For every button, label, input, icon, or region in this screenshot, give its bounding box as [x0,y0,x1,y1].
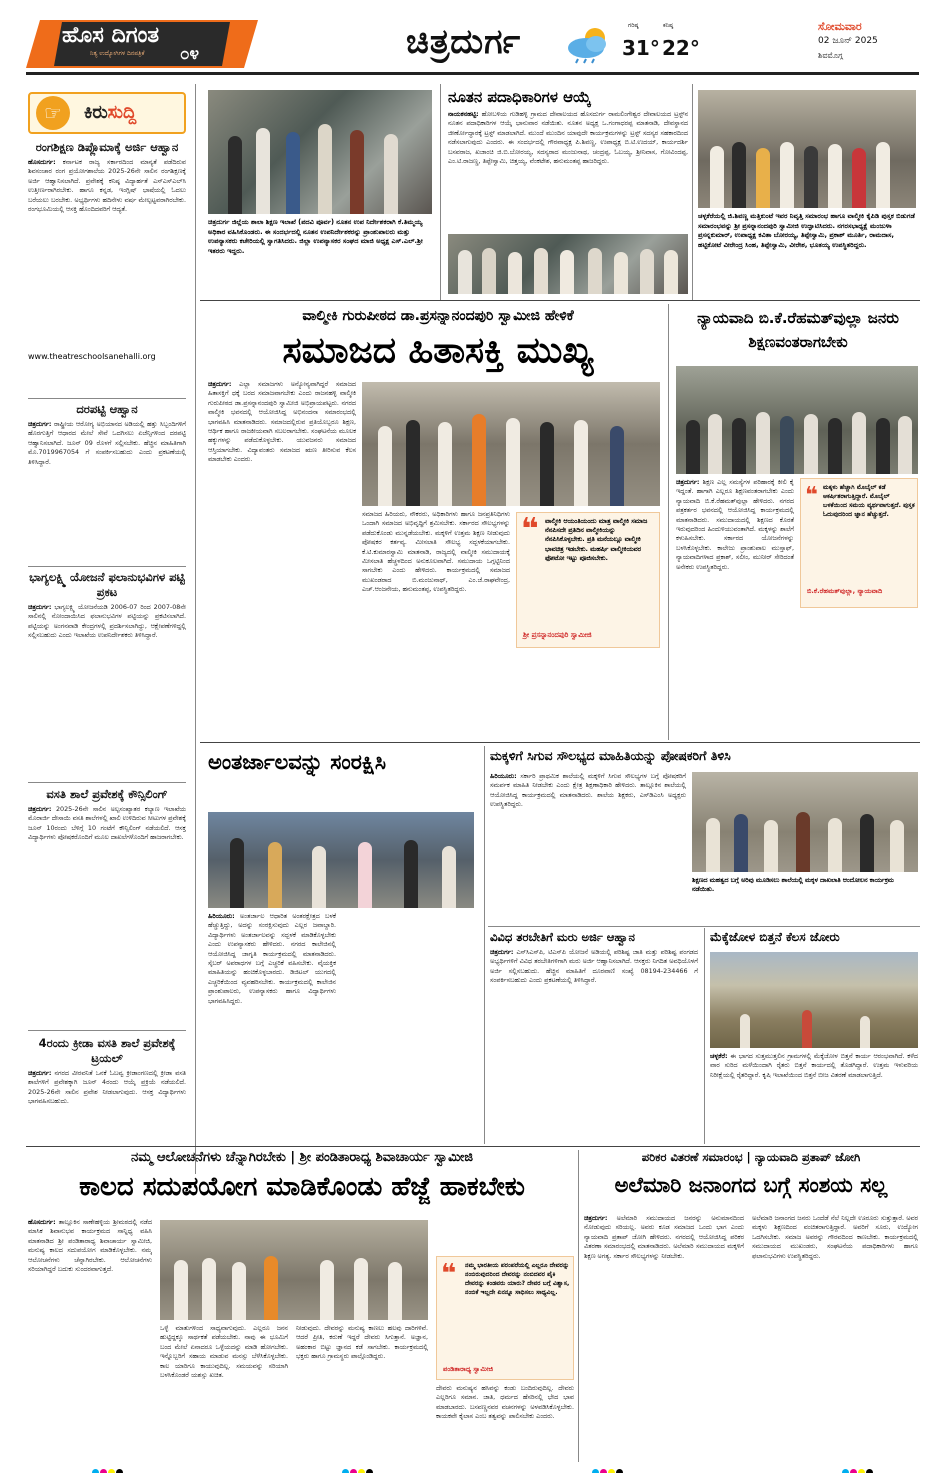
brief-title: ವಸತಿ ಶಾಲೆ ಪ್ರವೇಶಕ್ಕೆ ಕೌನ್ಸಿಲಿಂಗ್ [46,787,168,801]
quote-text: ನಮ್ಮ ಭಾರತೀಯ ಪರಂಪರೆಯಲ್ಲಿ ಎಲ್ಲರೂ ದೇವರನ್ನು ನಂಬಿರುವುದರಿಂದ ದೇವರನ್ನು ನಂಬಿದವರ ಪೈಕಿ ದೇವರನ್ನು ಕಂಡವರು ಯಾರು? ದೇವರ ಬಗ್ಗೆ ವಿಶ್ವಾಸ, ನಂಬಿಕೆ ಇಲ್ಲದೇ ಏನನ್ನೂ ಸಾಧಿಸಲು ಸಾಧ್ಯವಿಲ್ಲ. [465,1262,570,1296]
photo-caption: ಶಿಕ್ಷಣದ ಮಹತ್ವದ ಬಗ್ಗೆ ಅರಿವು ಮೂಡಿಸಲು ಶಾಲೆಯಲ್ಲಿ ಮಕ್ಕಳ ದಾಖಲಾತಿ ಆಂದೋಲನ ಕಾರ್ಯಕ್ರಮ ನಡೆಯಿತು. [692,877,894,893]
article-body-continued [344,912,476,1142]
brief-title: ರಂಗಶಿಕ್ಷಣ ಡಿಪ್ಲೊಮಾಕ್ಕೆ ಅರ್ಜಿ ಆಹ್ವಾನ [35,140,179,154]
dateline: ಚಿತ್ರದುರ್ಗ: [584,1214,608,1222]
registration-marks [842,1461,874,1469]
edition-name: ಶಿವಮೊಗ್ಗ [818,51,843,60]
headline: ವಿವಿಧ ತರಬೇತಿಗೆ ಮರು ಅರ್ಜಿ ಆಹ್ವಾನ [490,930,635,944]
headline: ಕಾಲದ ಸದುಪಯೋಗ ಮಾಡಿಕೊಂಡು ಹೆಜ್ಜೆ ಹಾಕಬೇಕು [79,1172,525,1202]
quote-icon: ❝ [805,483,818,508]
quote-text: ಮಕ್ಕಳು ಹೆಚ್ಚಾಗಿ ಮೊಬೈಲ್ ಕಡೆ ಆಕರ್ಷಿತರಾಗುತ್ತಿದ್ದಾರೆ. ಮೊಬೈಲ್ ಬಳಕೆಯಿಂದ ಸಮಯ ವ್ಯರ್ಥವಾಗುತ್ತದೆ. ಪುಸ್ತಕ ಓದುವುದರಿಂದ ಜ್ಞಾನ ಹೆಚ್ಚುತ್ತದೆ. [823,484,915,518]
dateline: ಚಿತ್ರದುರ್ಗ: [28,1069,52,1077]
masthead-rule [26,72,919,75]
maize-sowing-photo [710,952,918,1048]
headline: ಮೆಕ್ಕೆಜೋಳ ಬಿತ್ತನೆ ಕೆಲಸ ಜೋರು [710,930,840,944]
temp-max-label: ಗರಿಷ್ಠ [628,22,639,29]
photo-caption: ಚಳ್ಳಕೆರೆಯಲ್ಲಿ ಜಿ.ಶಿವಣ್ಣ ಮತ್ತಿಕುಂಟೆ ಇವರ ನಿವೃತ್ತಿ ಸಮಾರಂಭ ಹಾಗೂ ವಾಲ್ಮೀಕಿ ಕೈಪಿಡಿ ಪುಸ್ತಕ ಬಿಡುಗಡೆ ಸಮಾರಂಭವನ್ನು ಶ್ರೀ ಪ್ರಸನ್ನಾನಂದಪುರಿ ಸ್ವಾಮೀಜಿ ಉದ್ಘಾಟಿಸಿದರು. ನಗರಸಭಾಧ್ಯಕ್ಷೆ ಮಂಜುಳಾ ಪ್ರಸನ್ನಕುಮಾರ್, ಉಪಾಧ್ಯಕ್ಷ ಕವಿತಾ ಬೋರಯ್ಯ, ತಿಪ್ಪೇಸ್ವಾಮಿ, ಪ್ರಕಾಶ್ ಮೂರ್ತಿ, ರಾಮದಾಸ, ಹಟ್ಟಿಕೋಟೆ ವೀರೇಂದ್ರ ಸಿಂಹ, ತಿಪ್ಪೇಸ್ವಾಮಿ, ವೀರೇಶ, ಭೂತಯ್ಯ ಉಪಸ್ಥಿತರಿದ್ದರು. [698,212,915,249]
newspaper-tagline: ನಿತ್ಯ ಉದ್ಯೋಗಿಗಳ ದಿನಪತ್ರಿಕೆ [90,50,145,57]
dateline: ಚಿತ್ರದುರ್ಗ: [28,805,52,813]
quote-author: ಪಂಡಿತಾರಾಧ್ಯ ಸ್ವಾಮೀಜಿ [443,1365,494,1373]
dateline: ಹೊಸದುರ್ಗ: [28,158,56,166]
dateline: ಚಳ್ಳಕೆರೆ: [710,1052,728,1060]
brief-body: ಭಾಗ್ಯಲಕ್ಷ್ಮಿ ಯೋಜನೆಯಡಿ 2006-07 ರಿಂದ 2007-08ನೇ ಸಾಲಿನಲ್ಲಿ ನೋಂದಾಯಿಸಿದ ಫಲಾನುಭವಿಗಳ ಪಟ್ಟಿಯನ್ನು ಪ್ರಕಟಿಸಲಾಗಿದೆ. ಪಟ್ಟಿಯನ್ನು ಅಂಗನವಾಡಿ ಕೇಂದ್ರಗಳಲ್ಲಿ ಪ್ರದರ್ಶಿಸಲಾಗಿದ್ದು, ಆಕ್ಷೇಪಣೆಗಳಿದ್ದಲ್ಲಿ ಸಲ್ಲಿಸಬಹುದು ಎಂದು ಇಲಾಖೆಯ ಉಪನಿರ್ದೇಶಕರು ತಿಳಿಸಿದ್ದಾರೆ. [28,603,186,640]
newspaper-logo: ಹೊಸ ದಿಗಂತ [62,23,160,48]
dateline: ಚಿತ್ರದುರ್ಗ: [208,380,232,388]
article-body: ತಾಲ್ಲೂಕಿನ ಸಾಣೇಹಳ್ಳಿಯ ಶ್ರೀಮಠದಲ್ಲಿ ನಡೆದ ಮಾಸಿಕ ಶಿವಾನುಭವ ಕಾರ್ಯಕ್ರಮದ ಸಾನ್ನಿಧ್ಯ ವಹಿಸಿ ಮಾತನಾಡಿದ ಶ್ರೀ ಪಂಡಿತಾರಾಧ್ಯ ಶಿವಾಚಾರ್ಯ ಸ್ವಾಮೀಜಿ, ಮನುಷ್ಯ ಕಾಲದ ಸದುಪಯೋಗ ಮಾಡಿಕೊಳ್ಳಬೇಕು. ನಮ್ಮ ಆಲೋಚನೆಗಳು ಚೆನ್ನಾಗಿರಬೇಕು. ಆಲೋಚನೆಗಳು ಸರಿಯಾಗಿದ್ದರೆ ಬದುಕು ಸುಂದರವಾಗುತ್ತದೆ. [28,1218,152,1274]
swamiji-sanehalli-photo [160,1220,428,1320]
divider [28,1030,186,1031]
swamiji-felicitation-photo [362,382,660,506]
brief-item [28,787,186,1005]
page-number: ೦೪ [180,44,200,64]
quote-icon: ❝ [521,512,539,547]
temp-max: 31° [622,36,660,60]
article-body: ಎಸ್‌ಸಿಎಸ್‌ಪಿ, ಟಿಎಸ್‌ಪಿ ಯೋಜನೆ ಅಡಿಯಲ್ಲಿ ಪರಿಶಿಷ್ಟ ಜಾತಿ ಮತ್ತು ಪರಿಶಿಷ್ಟ ಪಂಗಡದ ಅಭ್ಯರ್ಥಿಗಳಿಗೆ ವಿವಿಧ ತರಬೇತಿಗಳಿಗಾಗಿ ಮರು ಅರ್ಜಿ ಆಹ್ವಾನಿಸಲಾಗಿದೆ. ಆಸಕ್ತರು ನಿಗದಿತ ಅವಧಿಯೊಳಗೆ ಅರ್ಜಿ ಸಲ್ಲಿಸಬಹುದು. ಹೆಚ್ಚಿನ ಮಾಹಿತಿಗೆ ದೂರವಾಣಿ ಸಂಖ್ಯೆ 08194-234466 ಗೆ ಸಂಪರ್ಕಿಸಬಹುದು ಎಂದು ಪ್ರಕಟಣೆಯಲ್ಲಿ ತಿಳಿಸಿದ್ದಾರೆ. [490,948,698,985]
school-enrolment-photo [692,772,918,872]
brief-body: 2025-26ನೇ ಸಾಲಿನ ಅಲ್ಪಸಂಖ್ಯಾತರ ಕಲ್ಯಾಣ ಇಲಾಖೆಯ ಮೊರಾರ್ಜಿ ದೇಸಾಯಿ ವಸತಿ ಶಾಲೆಗಳಲ್ಲಿ ಖಾಲಿ ಉಳಿದಿರುವ ಸೀಟುಗಳ ಪ್ರವೇಶಕ್ಕೆ ಜೂನ್ 10ರಂದು ಬೆಳಿಗ್ಗೆ 10 ಗಂಟೆಗೆ ಕೌನ್ಸಿಲಿಂಗ್ ನಡೆಯಲಿದೆ. ಆಸಕ್ತ ವಿದ್ಯಾರ್ಥಿಗಳು ಪೋಷಕರೊಂದಿಗೆ ಮೂಲ ದಾಖಲೆಗಳೊಂದಿಗೆ ಹಾಜರಾಗಬೇಕು. [28,805,186,842]
pull-quote [516,512,660,648]
article-body: ದೇವರು ಮನುಷ್ಯನ ಹಸಿವನ್ನು ಕಂಡು ಬಂದಿರುವುದಿಲ್ಲ. ದೇವರು ಎಲ್ಲರಿಗೂ ಸಮಾನ. ಜಾತಿ, ಧರ್ಮದ ಹೆಸರಿನಲ್ಲಿ ಭೇದ ಭಾವ ಮಾಡಬಾರದು. ಬಸವಣ್ಣನವರ ವಚನಗಳನ್ನು ಅಳವಡಿಸಿಕೊಳ್ಳಬೇಕು. ಕಾಯಕವೇ ಕೈಲಾಸ ಎಂಬ ತತ್ವವನ್ನು ಪಾಲಿಸಬೇಕು ಎಂದರು. [436,1384,574,1421]
pull-quote [800,478,918,608]
article-body: ಈ ಭಾಗದ ಸುತ್ತಮುತ್ತಲಿನ ಗ್ರಾಮಗಳಲ್ಲಿ ಮೆಕ್ಕೆಜೋಳ ಬಿತ್ತನೆ ಕಾರ್ಯ ಆರಂಭವಾಗಿದೆ. ಕಳೆದ ವಾರ ಸುರಿದ ಮಳೆಯಿಂದಾಗಿ ರೈತರು ಬಿತ್ತನೆ ಕಾರ್ಯದಲ್ಲಿ ತೊಡಗಿದ್ದಾರೆ. ಉತ್ತಮ ಇಳುವರಿಯ ನಿರೀಕ್ಷೆಯಲ್ಲಿ ರೈತರಿದ್ದಾರೆ. ಕೃಷಿ ಇಲಾಖೆಯಿಂದ ಬಿತ್ತನೆ ಬೀಜ ವಿತರಣೆ ಮಾಡಲಾಗುತ್ತಿದೆ. [710,1052,918,1079]
brief-body: ನಗರದ ವೀರವನಿತೆ ಒನಕೆ ಓಬವ್ವ ಕ್ರೀಡಾಂಗಣದಲ್ಲಿ ಕ್ರೀಡಾ ವಸತಿ ಶಾಲೆಗಳಿಗೆ ಪ್ರವೇಶಕ್ಕಾಗಿ ಜೂನ್ 4ರಂದು ಆಯ್ಕೆ ಪ್ರಕ್ರಿಯೆ ನಡೆಯಲಿದೆ. 2025-26ನೇ ಸಾಲಿನ ಪ್ರವೇಶ ನೀಡಲಾಗುವುದು. ಆಸಕ್ತ ವಿದ್ಯಾರ್ಥಿಗಳು ಭಾಗವಹಿಸಬಹುದು. [28,1069,186,1106]
pointing-hand-icon: ☞ [36,96,70,130]
article-body: ನೀಡುವುದು. ದೇವರನ್ನು ಮನುಷ್ಯ ಕಾಣಲು ಹಲವು ದಾರಿಗಳಿವೆ. ಆದರೆ ಪ್ರೀತಿ, ಕರುಣೆ ಇದ್ದರೆ ದೇವರು ಸಿಗುತ್ತಾನೆ. ಅಜ್ಞಾನ, ಅಹಂಕಾರ ಬಿಟ್ಟು ಜ್ಞಾನದ ಕಡೆ ಸಾಗಬೇಕು. ಕಾರ್ಯಕ್ರಮದಲ್ಲಿ ಭಕ್ತರು ಹಾಗೂ ಗ್ರಾಮಸ್ಥರು ಪಾಲ್ಗೊಂಡಿದ್ದರು. [296,1324,428,1361]
dateline: ಚಿತ್ರದುರ್ಗ: [490,948,514,956]
retirement-event-photo [698,90,916,208]
brief-body: ಕರ್ನಾಟಕ ರಾಜ್ಯ ಸರ್ಕಾರದಿಂದ ಮಾನ್ಯತೆ ಪಡೆದಿರುವ ಶಿವಸಂಚಾರ ರಂಗ ಪ್ರಯೋಗಶಾಲೆಯ 2025-26ನೇ ಸಾಲಿನ ರಂಗಶಿಕ್ಷಣಕ್ಕೆ ಅರ್ಜಿ ಆಹ್ವಾನಿಸಲಾಗಿದೆ. ಪ್ರವೇಶಕ್ಕೆ ಕನಿಷ್ಠ ವಿದ್ಯಾರ್ಹತೆ ಎಸ್ಎಸ್ಎಲ್‌ಸಿ ಉತ್ತೀರ್ಣರಾಗಿರಬೇಕು. ಹಾಗೂ ಕನ್ನಡ, ಇಂಗ್ಲಿಷ್ ಭಾಷೆಯಲ್ಲಿ ಓದಲು ಬರೆಯಲು ಬರಬೇಕು. ಅಭ್ಯರ್ಥಿಗಳು ಹದಿನೇಳು ವರ್ಷ ಮೇಲ್ಪಟ್ಟವರಾಗಿರಬೇಕು. ರಂಗಭೂಮಿಯಲ್ಲಿ ಆಸಕ್ತಿ ಹೊಂದಿದವರಿಗೆ ಆದ್ಯತೆ. [28,158,186,214]
issue-date: 02 ಜೂನ್ 2025 [818,36,878,46]
registration-marks [592,1461,624,1469]
headline: ಅಂತರ್ಜಾಲವನ್ನು ಸಂರಕ್ಷಿಸಿ [208,750,387,774]
article-body: ಅಂತರ್ಜಾಲ ಆಧಾರಿತ ಅಂತರಕ್ಷೇತ್ರದ ಬಳಕೆ ಹೆಚ್ಚುತ್ತಿದ್ದು, ಅದನ್ನು ಸಂರಕ್ಷಿಸುವುದು ಎಲ್ಲರ ಜವಾಬ್ದಾರಿ. ವಿದ್ಯಾರ್ಥಿಗಳು ಅಂತರ್ಜಾಲವನ್ನು ಸದ್ಬಳಕೆ ಮಾಡಿಕೊಳ್ಳಬೇಕು ಎಂದು ಉಪನ್ಯಾಸಕರು ಹೇಳಿದರು. ನಗರದ ಕಾಲೇಜಿನಲ್ಲಿ ಆಯೋಜಿಸಿದ್ದ ಜಾಗೃತಿ ಕಾರ್ಯಕ್ರಮದಲ್ಲಿ ಮಾತನಾಡಿದರು. ಸೈಬರ್ ಅಪರಾಧಗಳ ಬಗ್ಗೆ ಎಚ್ಚರಿಕೆ ವಹಿಸಬೇಕು. ವೈಯಕ್ತಿಕ ಮಾಹಿತಿಯನ್ನು ಹಂಚಿಕೊಳ್ಳಬಾರದು. ಡಿಜಿಟಲ್ ಯುಗದಲ್ಲಿ ಎಚ್ಚರಿಕೆಯಿಂದ ವ್ಯವಹರಿಸಬೇಕು. ಕಾರ್ಯಕ್ರಮದಲ್ಲಿ ಕಾಲೇಜಿನ ಪ್ರಾಂಶುಪಾಲರು, ಉಪನ್ಯಾಸಕರು ಹಾಗೂ ವಿದ್ಯಾರ್ಥಿಗಳು ಭಾಗವಹಿಸಿದ್ದರು. [208,912,336,1005]
dateline: ಹಿರಿಯೂರು: [208,912,235,920]
registration-marks [92,1461,124,1469]
registration-marks [342,1461,374,1469]
deputy-director-photo [208,90,432,214]
quote-author: ಬಿ.ಕೆ.ರೆಹಮತ್‌ವುಲ್ಲಾ, ನ್ಯಾಯವಾದಿ [807,587,883,595]
section-rule [26,1146,920,1147]
advocate-event-photo [676,366,918,474]
quote-text: ವಾಲ್ಮೀಕಿ ಆಯಂತಿಯಂದು ಮಾತ್ರ ವಾಲ್ಮೀಕಿ ಸಮಾಜ ನೆನಪಿಸದೇ ಪ್ರತಿದಿನ ವಾಲ್ಮೀಕಿಯನ್ನು ನೆನಪಿಸಿಕೊಳ್ಳಬೇಕು. ಪ್ರತಿ ಮನೆಯಲ್ಲೂ ವಾಲ್ಮೀಕಿ ಭಾವಚಿತ್ರ ಇಡಬೇಕು. ಮಹರ್ಷಿ ವಾಲ್ಮೀಕಿಯವರ ಫೋಟೋ ಇಟ್ಟು ಪೂಜಿಸಬೇಕು. [545,517,648,562]
article-body: ಸಮಾಜದ ಹಿರಿಯರು, ನೌಕರರು, ಅಧಿಕಾರಿಗಳು ಹಾಗೂ ಜನಪ್ರತಿನಿಧಿಗಳು ಒಂದಾಗಿ ಸಮಾಜದ ಅಭಿವೃದ್ಧಿಗೆ ಶ್ರಮಿಸಬೇಕು. ಸರ್ಕಾರದ ಸೌಲಭ್ಯಗಳನ್ನು ಪಡೆದುಕೊಂಡು ಮುನ್ನಡೆಯಬೇಕು. ಮಕ್ಕಳಿಗೆ ಉತ್ತಮ ಶಿಕ್ಷಣ ನೀಡುವುದು ಪೋಷಕರ ಕರ್ತವ್ಯ. ಮೀಸಲಾತಿ ಸೌಲಭ್ಯ ಸದ್ಬಳಕೆಯಾಗಬೇಕು. ಕೆ.ಟಿ.ಕುಮಾರಸ್ವಾಮಿ ಮಾತನಾಡಿ, ರಾಜ್ಯದಲ್ಲಿ ವಾಲ್ಮೀಕಿ ಸಮುದಾಯಕ್ಕೆ ಮೀಸಲಾತಿ ಹೆಚ್ಚಳದಿಂದ ಅನುಕೂಲವಾಗಿದೆ. ಸಮುದಾಯ ಒಗ್ಗಟ್ಟಿನಿಂದ ಸಾಗಬೇಕು ಎಂದು ಹೇಳಿದರು. ಕಾರ್ಯಕ್ರಮದಲ್ಲಿ ಸಮಾಜದ ಮುಖಂಡರಾದ ಬಿ.ಮಂಜುನಾಥ್, ಎಂ.ಜೆ.ರಾಘವೇಂದ್ರ, ಎಚ್.ಆಂಜನೇಯ, ಹನುಮಂತಪ್ಪ, ಉಪಸ್ಥಿತರಿದ್ದರು. [362,510,510,594]
headline: ಮಕ್ಕಳಿಗೆ ಸಿಗುವ ಸೌಲಭ್ಯದ ಮಾಹಿತಿಯನ್ನು ಪೋಷಕರಿಗೆ ತಿಳಿಸಿ [490,748,731,763]
brief-item [28,140,186,361]
photo-caption: ಚಿತ್ರದುರ್ಗ ಜಿಲ್ಲೆಯ ಶಾಲಾ ಶಿಕ್ಷಣ ಇಲಾಖೆ (ಪದವಿ ಪೂರ್ವ) ನೂತನ ಉಪ ನಿರ್ದೇಶಕರಾಗಿ ಕೆ.ತಿಮ್ಮಯ್ಯ ಅಧಿಕಾರ ವಹಿಸಿಕೊಂಡರು. ಈ ಸಂದರ್ಭದಲ್ಲಿ ನೂತನ ಉಪನಿರ್ದೇಶಕರನ್ನು ಪ್ರಾಂಶುಪಾಲರು ಮತ್ತು ಉಪನ್ಯಾಸಕರು ಕಚೇರಿಯಲ್ಲಿ ಸ್ವಾಗತಿಸಿದರು. ಜಿಲ್ಲಾ ಉಪನ್ಯಾಸಕರ ಸಂಘದ ಮಾಜಿ ಅಧ್ಯಕ್ಷ ಎಸ್.ಎಲ್.ಶ್ರೀ ಇತರರು ಇದ್ದರು. [208,218,423,255]
brief-title: 4ರಂದು ಕ್ರೀಡಾ ವಸತಿ ಶಾಲೆ ಪ್ರವೇಶಕ್ಕೆ ಟ್ರಯಲ್ [38,1036,176,1065]
column-rule [578,1150,579,1462]
headline: ನ್ಯಾಯವಾದಿ ಬಿ.ಕೆ.ರೆಹಮತ್‌ವುಲ್ಲಾ ಜನರು ಶಿಕ್ಷಣವಂತರಾಗಬೇಕು [697,309,899,351]
brief-item [28,570,186,765]
article-body: ಎಲ್ಲಾ ಸಮಾಜಗಳು ಅನ್ಯೋನ್ಯವಾಗಿದ್ದರೆ ಸಮಾಜದ ಹಿತಾಸಕ್ತಿಗೆ ಧಕ್ಕೆ ಬರದ ಸಮಾಜವಾಗಬೇಕು ಎಂದು ರಾಜನಹಳ್ಳಿ ವಾಲ್ಮೀಕಿ ಗುರುಪೀಠದ ಡಾ.ಪ್ರಸನ್ನಾನಂದಪುರಿ ಸ್ವಾಮೀಜಿ ಅಭಿಪ್ರಾಯಪಟ್ಟರು. ನಗರದ ವಾಲ್ಮೀಕಿ ಭವನದಲ್ಲಿ ಆಯೋಜಿಸಿದ್ದ ಅಭಿನಂದನಾ ಸಮಾರಂಭದಲ್ಲಿ ಭಾಗವಹಿಸಿ ಮಾತನಾಡಿದರು. ಸಮಾಜದಲ್ಲಿರುವ ಪ್ರತಿಯೊಬ್ಬರೂ ಶಿಕ್ಷಣ, ಆರ್ಥಿಕ ಹಾಗೂ ರಾಜಕೀಯವಾಗಿ ಸಬಲರಾಗಬೇಕು. ಸಂಘಟನೆಯ ಮೂಲಕ ಹಕ್ಕುಗಳನ್ನು ಪಡೆದುಕೊಳ್ಳಬೇಕು. ಯುವಜನರು ಸಮಾಜದ ಆಸ್ತಿಯಾಗಬೇಕು. ವಿದ್ಯಾವಂತರು ಸಮಾಜದ ಋಣ ತೀರಿಸುವ ಕೆಲಸ ಮಾಡಬೇಕು ಎಂದರು. [208,380,356,464]
temp-min-label: ಕನಿಷ್ಠ [663,22,674,29]
dateline: ಚಿತ್ರದುರ್ಗ: [676,478,700,486]
column-rule [668,304,669,740]
article-body: ಒಳ್ಳೆ ಮಾತುಗಳಿಂದ ಸಾಧ್ಯವಾಗುವುದು. ಎಲ್ಲರೂ ಜನನ ಹುಟ್ಟಿದ್ದಕ್ಕೂ ಸಾರ್ಥಕತೆ ಪಡೆಯಬೇಕು. ನಾವು ಈ ಭೂಮಿಗೆ ಬಂದ ಮೇಲೆ ಏನಾದರೂ ಒಳ್ಳೆಯದನ್ನು ಮಾಡಿ ಹೋಗಬೇಕು. ಇನ್ನೊಬ್ಬರಿಗೆ ಸಹಾಯ ಮಾಡುವ ಮನಸ್ಸು ಬೆಳೆಸಿಕೊಳ್ಳಬೇಕು. ಕಾಲ ಯಾರಿಗೂ ಕಾಯುವುದಿಲ್ಲ. ಸಮಯವನ್ನು ಸರಿಯಾಗಿ ಬಳಸಿಕೊಂಡರೆ ಯಶಸ್ಸು ಖಚಿತ. [160,1324,288,1380]
column-rule [195,84,196,1174]
headline: ನೂತನ ಪದಾಧಿಕಾರಿಗಳ ಆಯ್ಕೆ [448,88,592,106]
column-rule [692,84,693,300]
brief-title: ದರಪಟ್ಟಿ ಆಹ್ವಾನ [76,402,138,416]
dateline: ಚಿತ್ರದುರ್ಗ: [28,420,52,428]
article-body: ಅಲೆಮಾರಿ ಸಮುದಾಯದ ಜನರನ್ನು ಅನುಮಾನದಿಂದ ನೋಡುವುದು ಸರಿಯಲ್ಲ. ಅವರು ಕೂಡ ಸಮಾಜದ ಒಂದು ಭಾಗ ಎಂದು ನ್ಯಾಯವಾದಿ ಪ್ರತಾಪ್ ಜೋಗಿ ಹೇಳಿದರು. ನಗರದಲ್ಲಿ ಆಯೋಜಿಸಿದ್ದ ಪರಿಕರ ವಿತರಣಾ ಸಮಾರಂಭದಲ್ಲಿ ಮಾತನಾಡಿದರು. ಅಲೆಮಾರಿ ಸಮುದಾಯದ ಮಕ್ಕಳಿಗೆ ಶಿಕ್ಷಣ ಅಗತ್ಯ. ಸರ್ಕಾರ ಸೌಲಭ್ಯಗಳನ್ನು ನೀಡಬೇಕು. [584,1214,744,1260]
dateline: ಚಿತ್ರದುರ್ಗ: [28,603,52,611]
weekday: ಸೋಮವಾರ [818,20,862,33]
article-body-continued [516,652,660,736]
dateline: ನಾಯಕನಹಟ್ಟಿ: [448,110,479,118]
article-body: ಸರ್ಕಾರಿ ಪ್ರಾಥಮಿಕ ಶಾಲೆಯಲ್ಲಿ ಮಕ್ಕಳಿಗೆ ಸಿಗುವ ಸೌಲಭ್ಯಗಳ ಬಗ್ಗೆ ಪೋಷಕರಿಗೆ ಸಮರ್ಪಕ ಮಾಹಿತಿ ನೀಡಬೇಕು ಎಂದು ಕ್ಷೇತ್ರ ಶಿಕ್ಷಣಾಧಿಕಾರಿ ಹೇಳಿದರು. ತಾಲ್ಲೂಕಿನ ಶಾಲೆಯಲ್ಲಿ ಆಯೋಜಿಸಿದ್ದ ಕಾರ್ಯಕ್ರಮದಲ್ಲಿ ಮಾತನಾಡಿದರು. ಶಾಲೆಯ ಶಿಕ್ಷಕರು, ಎಸ್‌ಡಿಎಂಸಿ ಅಧ್ಯಕ್ಷರು ಉಪಸ್ಥಿತರಿದ್ದರು. [490,772,686,809]
kicker: ಪರಿಕರ ವಿತರಣೆ ಸಮಾರಂಭ | ನ್ಯಾಯವಾದಿ ಪ್ರತಾಪ್ ಜೋಗಿ [641,1150,861,1164]
kicker: ವಾಲ್ಮೀಕಿ ಗುರುಪೀಠದ ಡಾ.ಪ್ರಸನ್ನಾನಂದಪುರಿ ಸ್ವಾಮೀಜಿ ಹೇಳಿಕೆ [302,308,574,324]
brief-title: ಭಾಗ್ಯಲಕ್ಷ್ಮಿ ಯೋಜನೆ ಫಲಾನುಭವಿಗಳ ಪಟ್ಟಿ ಪ್ರಕಟ [29,570,185,599]
internet-awareness-photo [208,812,474,908]
lead-headline: ಸಮಾಜದ ಹಿತಾಸಕ್ತಿ ಮುಖ್ಯ [282,330,594,371]
column-rule [704,928,705,1144]
quote-author: ಶ್ರೀ ಪ್ರಸನ್ನಾನಂದಪುರಿ ಸ್ವಾಮೀಜಿ [523,631,592,639]
dateline: ಹಿರಿಯೂರು: [490,772,517,780]
kicker: ನಮ್ಮ ಆಲೋಚನೆಗಳು ಚೆನ್ನಾಗಿರಬೇಕು | ಶ್ರೀ ಪಂಡಿತಾರಾಧ್ಯ ಶಿವಾಚಾರ್ಯ ಸ್ವಾಮೀಜಿ [130,1150,474,1165]
section-rule [200,300,920,301]
pull-quote [436,1256,574,1380]
divider [28,566,186,567]
headline: ಅಲೆಮಾರಿ ಜನಾಂಗದ ಬಗ್ಗೆ ಸಂಶಯ ಸಲ್ಲ [614,1173,888,1197]
brief-item [28,402,186,554]
sun-cloud-rain-icon [562,24,616,64]
column-rule [440,84,441,300]
kirusuddi-suffix: ಸುದ್ದಿ [107,102,137,123]
temp-min: 22° [662,36,700,60]
divider [28,782,186,783]
masthead [0,0,945,78]
section-rule [200,742,920,743]
office-bearers-photo [448,234,688,294]
kirusuddi-prefix: ಕಿರು [84,102,108,123]
divider [28,398,186,399]
divider [488,926,920,927]
article-body: ಶಿಕ್ಷಣ ಎಲ್ಲ ಸಮಸ್ಯೆಗಳ ಪರಿಹಾರಕ್ಕೆ ಕೀಲಿ ಕೈ ಇದ್ದಂತೆ. ಹಾಗಾಗಿ ಎಲ್ಲರೂ ಶಿಕ್ಷಣವಂತರಾಗಬೇಕು ಎಂದು ನ್ಯಾಯವಾದಿ ಬಿ.ಕೆ.ರೆಹಮತ್‌ವುಲ್ಲಾ ಹೇಳಿದರು. ನಗರದ ಪತ್ರಕರ್ತರ ಭವನದಲ್ಲಿ ಆಯೋಜಿಸಿದ್ದ ಕಾರ್ಯಕ್ರಮದಲ್ಲಿ ಮಾತನಾಡಿದರು. ಸಮುದಾಯದಲ್ಲಿ ಶಿಕ್ಷಣದ ಕೊರತೆ ಇರುವುದರಿಂದ ಹಿಂದುಳಿಯುವಂತಾಗಿದೆ. ಮಕ್ಕಳನ್ನು ಶಾಲೆಗೆ ಕಳುಹಿಸಬೇಕು. ಸರ್ಕಾರದ ಯೋಜನೆಗಳನ್ನು ಬಳಸಿಕೊಳ್ಳಬೇಕು. ಕಾಲೇಜು ಪ್ರಾಂಶುಪಾಲ ಮುಸ್ತಾಫ್, ನ್ಯಾಯವಾದಿಗಳಾದ ಪ್ರಕಾಶ್, ಸಲೀಂ, ಮುನೀರ್ ಸೇರಿದಂತೆ ಅನೇಕರು ಉಪಸ್ಥಿತರಿದ್ದರು. [676,478,794,571]
dateline: ಹೊಸದುರ್ಗ: [28,1218,56,1226]
website-link[interactable]: www.theatreschoolsanehalli.org [28,352,156,361]
article-body: ಹೋಬಳಿಯ ಗುಡಿಹಳ್ಳಿ ಗ್ರಾಮದ ದೇವಾಲಯದ ಹೊಸದುರ್ಗ ರಾಮಲಿಂಗೇಶ್ವರ ದೇವಾಲಯದ ಟ್ರಸ್ಟ್‌ನ ನೂತನ ಪದಾಧಿಕಾರಿಗಳ ಆಯ್ಕೆ ಭಾನುವಾರ ನಡೆಯಿತು. ನೂತನ ಅಧ್ಯಕ್ಷ ಒ.ಗಂಗಾಧರಪ್ಪ ಮಾತನಾಡಿ, ದೇವಸ್ಥಾನದ ಜೀರ್ಣೋದ್ಧಾರಕ್ಕೆ ಟ್ರಸ್ಟ್ ಮಾಡಲಾಗಿದೆ. ಮುಂದೆ ಮುಂದಿನ ಯಾವುದೇ ಕಾರ್ಯಕ್ರಮಗಳನ್ನು ಟ್ರಸ್ಟ್ ಸದಸ್ಯರ ಸಹಕಾರದಿಂದ ನಡೆಸಲಾಗುವುದು ಎಂದರು. ಈ ಸಂದರ್ಭದಲ್ಲಿ ಗೌರವಾಧ್ಯಕ್ಷ ಪಿ.ಶಿವಣ್ಣ, ಉಪಾಧ್ಯಕ್ಷ ಬಿ.ಟಿ.ಉದಯ್, ಕಾರ್ಯದರ್ಶಿ ಬಸವರಾಜ, ಖಜಾಂಚಿ ಜಿ.ಬಿ.ಬೋರಯ್ಯ, ಸದಸ್ಯರಾದ ಮಂಜುನಾಥ, ಚಂದ್ರಪ್ಪ, ಓಬಯ್ಯ, ಶ್ರೀನಿವಾಸ, ಗೋವಿಂದಪ್ಪ, ಎಂ.ಟಿ.ರಾಜಣ್ಣ, ತಿಪ್ಪೇಸ್ವಾಮಿ, ಚಿತ್ತಯ್ಯ, ವೆಂಕಟೇಶ, ಹನುಮಂತಪ್ಪ ಹಾಜರಿದ್ದರು. [448,110,688,166]
brief-body: ರಾಷ್ಟ್ರೀಯ ಆರೋಗ್ಯ ಅಭಿಯಾನದ ಅಡಿಯಲ್ಲಿ ಹತ್ತು ಸಿಬ್ಬಂದಿಗಳಿಗೆ ಹೊರಗುತ್ತಿಗೆ ಆಧಾರದ ಮೇಲೆ ಸೇವೆ ಒದಗಿಸಲು ಏಜೆನ್ಸಿಗಳಿಂದ ದರಪಟ್ಟಿ ಆಹ್ವಾನಿಸಲಾಗಿದೆ. ಜೂನ್ 09 ರೊಳಗೆ ಸಲ್ಲಿಸಬೇಕು. ಹೆಚ್ಚಿನ ಮಾಹಿತಿಗಾಗಿ ಮೊ.7019967054 ಗೆ ಸಂಪರ್ಕಿಸಬಹುದು ಎಂದು ಪ್ರಕಟಣೆಯಲ್ಲಿ ತಿಳಿಸಿದ್ದಾರೆ. [28,420,186,466]
article-body: ಅಲೆಮಾರಿ ಜನಾಂಗದ ಜನರು ಒಂದೆಡೆ ನೆಲೆ ನಿಲ್ಲದೇ ಊರೂರು ಸುತ್ತುತ್ತಾರೆ. ಅವರ ಮಕ್ಕಳು ಶಿಕ್ಷಣದಿಂದ ವಂಚಿತರಾಗುತ್ತಿದ್ದಾರೆ. ಅವರಿಗೆ ಸೂರು, ಉದ್ಯೋಗ ಒದಗಿಸಬೇಕು. ಸಮಾಜ ಅವರನ್ನು ಗೌರವದಿಂದ ಕಾಣಬೇಕು. ಕಾರ್ಯಕ್ರಮದಲ್ಲಿ ಸಮುದಾಯದ ಮುಖಂಡರು, ಸಂಘಟನೆಯ ಪದಾಧಿಕಾರಿಗಳು ಹಾಗೂ ಫಲಾನುಭವಿಗಳು ಉಪಸ್ಥಿತರಿದ್ದರು. [752,1214,918,1260]
edition-city: ಚಿತ್ರದುರ್ಗ [406,22,522,62]
column-rule [484,746,485,1144]
quote-icon: ❝ [441,1259,457,1289]
